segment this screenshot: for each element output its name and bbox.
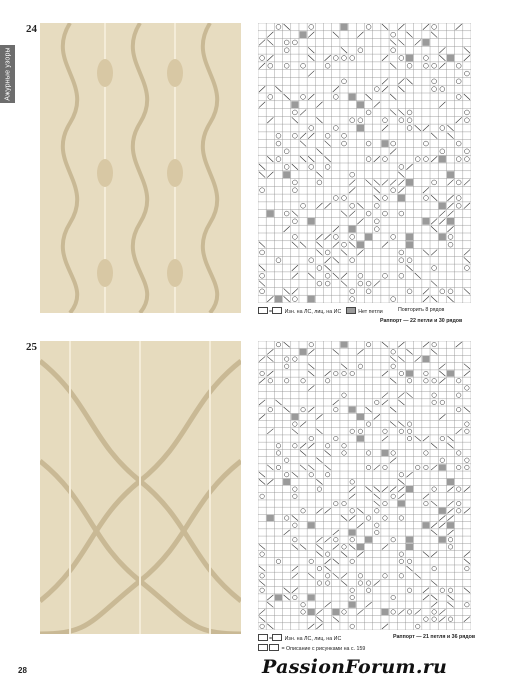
purl-swatch-icon — [258, 307, 268, 314]
legend-none-label-24: Нет петли — [358, 309, 383, 315]
pattern-photo-25 — [40, 341, 241, 634]
legend-25: = Изн. на ЛС, лиц. на ИС — [258, 634, 341, 642]
pattern-number-25: 25 — [26, 341, 37, 353]
knitting-chart-24 — [258, 23, 471, 303]
purl-swatch-icon-2 — [272, 307, 282, 314]
rapport-25: Раппорт — 21 петля и 36 рядов — [393, 634, 476, 640]
knitting-chart-25 — [258, 341, 471, 630]
pattern-photo-24 — [40, 23, 241, 313]
section-tab — [0, 45, 15, 103]
cable-symbol-icon — [258, 644, 268, 651]
legend-24: = Изн. на ЛС, лиц. на ИС Нет петли — [258, 307, 383, 315]
legend-knit-label-25: Изн. на ЛС, лиц. на ИС — [284, 636, 342, 642]
rapport-24: Раппорт — 22 петли и 30 рядов — [380, 318, 463, 324]
purl-swatch-icon-25 — [258, 634, 268, 641]
purl-swatch-icon-25b — [272, 634, 282, 641]
legend-knit-label-24: Изн. на ЛС, лиц. на ИС — [284, 309, 342, 315]
watermark-text: PassionForum.ru — [262, 656, 448, 678]
repeat-rows-24: Повторить 8 рядов — [398, 307, 445, 313]
section-tab-label: Ажурные узоры — [4, 47, 11, 101]
pattern-number-24: 24 — [26, 23, 37, 35]
no-stitch-swatch-icon — [346, 307, 356, 314]
cable-symbol-icon-2 — [269, 644, 279, 651]
page-number: 28 — [18, 666, 27, 675]
note-legend-25 — [258, 644, 365, 652]
note-ref-25: = Описание с рисунками на с. 159 — [281, 646, 366, 652]
